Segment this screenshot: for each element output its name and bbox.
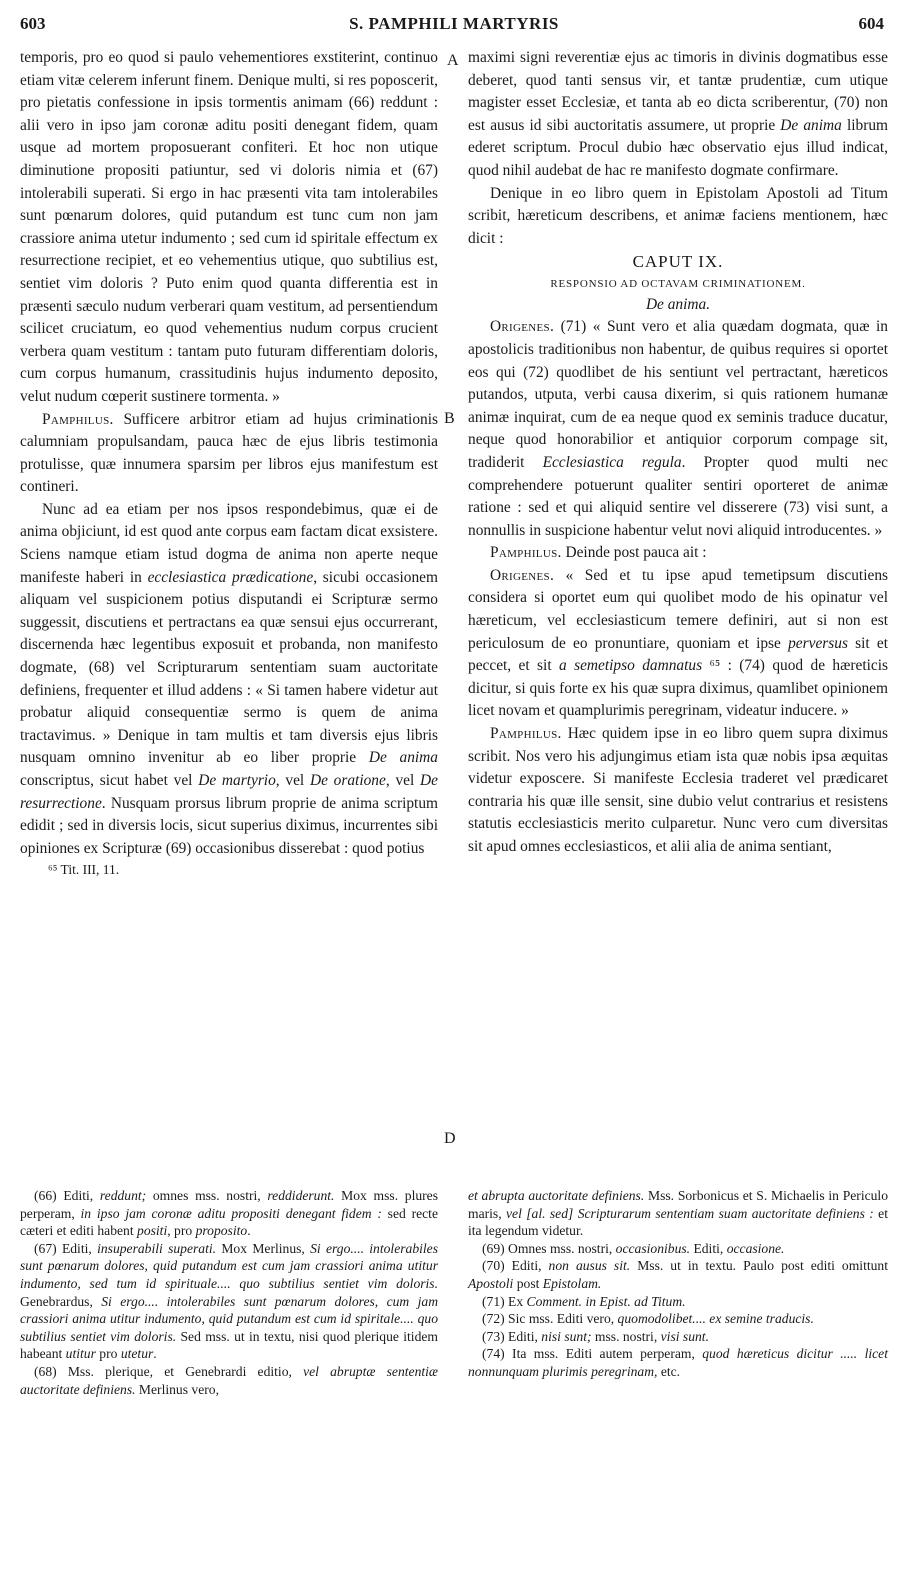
right-paragraph-6	[468, 723, 888, 859]
right-paragraph-1	[468, 47, 888, 183]
text-run: (70) Editi,	[482, 1258, 549, 1274]
italic-run: vel abruptæ sententiæ auctoritate definiens.	[20, 1363, 438, 1397]
scripture-reference: ⁶⁵ Tit. III, 11.	[48, 862, 120, 878]
margin-letter-d: D	[444, 1130, 456, 1147]
italic-run: et abrupta auctoritate definiens.	[468, 1188, 645, 1203]
left-column	[20, 47, 438, 880]
footnote-68	[20, 1363, 438, 1398]
text-run: mss. nostri,	[591, 1328, 661, 1344]
text-run: Mss. ut in textu. Paulo post editi omittunt	[630, 1258, 889, 1274]
text-run: Mss. Sorbonicus et S. Michaelis in Periculo maris,	[468, 1188, 888, 1221]
text-run: .	[247, 1223, 251, 1239]
italic-run: Ecclesiastica regula	[542, 453, 682, 471]
italic-run: quomodolibet.... ex semine traducis.	[617, 1311, 814, 1327]
text-run: maximi signi reverentiæ ejus ac timoris in divinis dogmatibus esse deberet, quod tanti sensus vir, et tantæ prudentiæ, cum utique magister esset Ecclesiæ, et tanta ab eo dicta scriberentur, (70) non est ausus id sibi auctoritatis assumere, ut proprie	[468, 49, 888, 134]
right-paragraph-4	[468, 542, 888, 565]
italic-run: ecclesiastica prædicatione	[147, 568, 314, 586]
running-title: S. PAMPHILI MARTYRIS	[349, 14, 559, 33]
text-run: Editi,	[690, 1240, 727, 1256]
italic-run: visi sunt.	[660, 1328, 709, 1344]
left-paragraph-1: temporis, pro eo quod si paulo vehementiores exstiterint, continuo etiam vitæ celerem inferunt finem. Denique multi, si res poposcerit, pro pietatis confessione in ipsis tormentis animam (66) reddunt : alii vero in ipso jam coronæ aditu positi denegant fidem, quam usque ad mortem proposuerant confiteri. Et hoc non utique diminutione propositi patiuntur, sed vi doloris nimia et (67) intolerabili superati. Si ergo in hac præsenti vita tam intolerabiles sunt pœnarum dolores, quid putandum est tunc cum non jam crassiore anima utetur indumento ; sed cum id spiritale effectum ex resurrectione recipiet, et eo vehementius utique, quo subtilius est, sentiet vim doloris ? Puto enim quod quanta differentia est in præsenti sæculo nudum verberari quam vestitum, ad persentiendum scilicet cruciatum, eo quod vehementius nudum corpus crucient verbera quam vestitum : tantam puto futuram differentiam doloris, cum corpus humanum, crassitudinis hujus indumento deposito, velut nudum cœperit sustinere tormenta. »	[20, 49, 438, 405]
italic-run: positi	[137, 1223, 168, 1239]
footnote-67	[20, 1240, 438, 1363]
speaker-label: Origenes.	[490, 566, 555, 584]
page-header	[0, 14, 908, 40]
text-run: (66) Editi,	[34, 1188, 100, 1203]
text-run: conscriptus, sicut habet vel	[20, 772, 199, 789]
italic-run: De martyrio	[198, 772, 276, 789]
text-run: Merlinus vero,	[135, 1381, 219, 1397]
left-paragraph-2	[20, 409, 438, 499]
chapter-topic: De anima.	[645, 296, 711, 314]
footnote-68-continued	[468, 1187, 888, 1240]
italic-run: utitur	[65, 1346, 96, 1362]
text-run: et ita legendum videtur.	[468, 1205, 888, 1239]
italic-run: vel [al. sed] Scripturarum sententiam suam auctoritate definiens :	[506, 1205, 874, 1221]
text-run: , pro	[167, 1223, 196, 1239]
italic-run: Si ergo.... intolerabiles sunt pœnarum dolores, quid putandum est cum jam crassiori anima utitur indumento, sed tum id spirituale.... quo subtilius sentiet vim doloris.	[20, 1240, 439, 1291]
italic-run: Apostoli	[468, 1275, 514, 1291]
text-run: , sicubi occasionem aliquam vel suspicionem potius disputandi ei Scripturæ sermo suggessit, discutiens et pertractans ea quæ sensui ejus occurrerant, discernenda hæc legentibus exposuit et probanda, non manifesto dogmate, (68) vel Scripturarum sententiam suam auctoritate definiens, frequenter et illud addens : « Si tamen habere videtur aut probatur aliquid consequentiæ sermo is quem de anima tractavimus. » Denique in tam multis et tam diversis ejus libris nusquam omnino invenitur ab eo liber proprie	[20, 568, 438, 767]
italic-run: in ipso jam coronæ aditu propositi denegant fidem :	[80, 1205, 382, 1221]
right-paragraph-2: Denique in eo libro quem in Epistolam Apostoli ad Titum scribit, hæreticum describens, et animæ faciens mentionem, hæc dicit :	[468, 184, 888, 247]
text-run: pro	[95, 1346, 121, 1362]
text-run: Genebrardus,	[20, 1293, 102, 1309]
speaker-label: Pamphilus.	[490, 725, 562, 743]
footnote-69	[468, 1240, 888, 1258]
text-run: (67) Editi,	[34, 1240, 98, 1256]
text-run: post	[513, 1275, 543, 1291]
text-run: sed recte cæteri et editi habent	[20, 1205, 438, 1239]
italic-run: De anima	[368, 749, 438, 767]
text-run: Hæc quidem ipse in eo libro quem supra diximus scribit. Nos vero his adjungimus etiam ista quæ nobis ipsa æquitas videtur exposcere. Si manifeste Ecclesia traderet vel prædicaret contraria his quæ ille sensit, sine dubio velut contrarius et resistens statutis ecclesiasticis merito culparetur. Nunc vero cum diversitas sit apud omnes ecclesiasticos, et alii alia de anima sentiant,	[468, 725, 888, 855]
text-run: (71) « Sunt vero et alia quædam dogmata, quæ in apostolicis traditionibus non habentur, de quibus requires si oportet eos qui (72) quodlibet de his sentiunt vel pertractant, hæreticos putandos, utputa, verbi causa dixerim, si quis rationem humanæ animæ inquirat, cum de ea neque quod ex seminis traduce ducatur, neque quod honorabilior et antiquior corporum compage sit, tradiderit	[468, 318, 888, 471]
text-run: Mox mss. plures perperam,	[20, 1188, 439, 1221]
italic-run: nisi sunt;	[541, 1328, 592, 1344]
text-run: (74) Ita mss. Editi autem perperam,	[482, 1346, 703, 1362]
text-run: Sed mss. ut in textu, nisi quod plerique itidem habeant	[20, 1328, 438, 1362]
text-run: (72) Sic mss. Editi vero,	[482, 1311, 618, 1327]
italic-run: occasionibus.	[615, 1240, 691, 1256]
italic-run: quod hæreticus dicitur ..... licet nonnunquam plurimis peregrinam,	[468, 1346, 888, 1379]
right-paragraph-3	[468, 316, 888, 542]
paragraph-text: Sufficere arbitror etiam ad hujus criminationis calumniam propulsandam, pauca hæc de ejus libris testimonia protulisse, quæ innumera sparsim per libros ejus manifestum est contineri.	[20, 410, 438, 496]
text-run: Mox Merlinus,	[216, 1240, 311, 1256]
margin-letter-b: B	[444, 410, 455, 427]
italic-run: proposito	[195, 1223, 248, 1239]
italic-run: occasione.	[726, 1240, 785, 1256]
chapter-subheading: RESPONSIO AD OCTAVAM CRIMINATIONEM.	[550, 278, 806, 291]
italic-run: perversus	[788, 634, 848, 652]
text-run: . Propter quod multi nec comprehendere potuerunt qualiter sentiri oporteret de animæ ratione : sed et qui aliquid sentire vel disserere (73) visi sunt, a nonnullis in suspicione habentur velut novi aliquid introducentes. »	[468, 453, 888, 539]
italic-run: Epistolam.	[542, 1275, 602, 1291]
footnotes-left	[20, 1187, 438, 1398]
text-run: librum ederet scriptum. Procul dubio hæc observatio ejus illud indicat, quod nihil audebat de hac re manifesto dogmate confirmare.	[468, 116, 888, 179]
page-number-left: 603	[20, 14, 46, 33]
margin-letter-a: A	[447, 52, 459, 69]
footnote-72	[468, 1310, 888, 1328]
footnote-74	[468, 1345, 888, 1380]
text-run: , vel	[385, 772, 421, 789]
text-run: « Sed et tu ipse apud temetipsum discutiens considera si oportet eum qui quolibet modo de his opinatur vel hæreticum, vel ecclesiasticum temere definiri, aut si non est periculosum de eo pronuntiare, quoniam et ipse	[468, 566, 888, 652]
footnote-66	[20, 1187, 438, 1240]
text-run: Nunc ad ea etiam per nos ipsos respondebimus, quæ ei de anima objiciunt, id est quod ante corpus eam factam dicat exsistere. Sciens namque etiam istud dogma de anima non aperte neque manifeste haberi in	[20, 500, 438, 586]
italic-run: utetur	[120, 1346, 154, 1362]
footnote-73	[468, 1328, 888, 1346]
speaker-label: Origenes.	[490, 318, 555, 336]
text-run: (69) Omnes mss. nostri,	[482, 1240, 616, 1256]
text-run: .	[153, 1346, 157, 1362]
page-number-right: 604	[858, 14, 884, 33]
footnotes-right	[468, 1187, 888, 1381]
italic-run: De anima	[780, 116, 842, 134]
italic-run: insuperabili superati.	[97, 1240, 217, 1256]
text-run: etc.	[657, 1363, 681, 1379]
italic-run: a semetipso damnatus	[559, 657, 703, 675]
text-run: (73) Editi,	[482, 1328, 542, 1344]
right-paragraph-5	[468, 565, 888, 723]
italic-run: non ausus sit.	[548, 1258, 631, 1274]
speaker-label: Pamphilus.	[490, 544, 562, 562]
italic-run: De resurrectione	[20, 772, 438, 812]
italic-run: reddunt;	[99, 1188, 147, 1203]
right-column	[468, 47, 888, 859]
text-run: (68) Mss. plerique, et Genebrardi editio,	[34, 1363, 304, 1379]
italic-run: De oratione	[309, 772, 386, 789]
italic-run: reddiderunt.	[267, 1188, 335, 1203]
speaker-label: Pamphilus.	[42, 410, 114, 428]
text-run: , vel	[275, 772, 310, 789]
italic-run: Comment. in Epist. ad Titum.	[526, 1293, 686, 1309]
footnote-71	[468, 1293, 888, 1311]
text-run: sit et peccet, et sit	[468, 634, 888, 675]
text-run: (71) Ex	[482, 1293, 527, 1309]
text-run: . Nusquam prorsus librum proprie de anima scriptum edidit ; sed in diversis locis, sicut superius diximus, incurrentes sibi opiniones ex Scripturæ (69) occasionibus disserebat : quod potius	[20, 794, 438, 857]
text-run: ⁶⁵ : (74) quod de hæreticis dicitur, si quis forte ex his quæ supra diximus, quamlibet opinionem licet novam et quamplurimis peregrinam, videatur inducere. »	[468, 657, 888, 720]
text-run: omnes mss. nostri,	[146, 1188, 268, 1203]
left-paragraph-3	[20, 499, 438, 861]
text-run: Deinde post pauca ait :	[561, 544, 707, 562]
footnote-70	[468, 1257, 888, 1292]
italic-run: Si ergo.... intolerabiles sunt pœnarum dolores, cum jam crassiori anima utitur indumento, quid putandum est cum id spiritale.... quo subtilius sentiet vim doloris.	[20, 1293, 439, 1344]
chapter-heading: CAPUT IX.	[632, 252, 724, 272]
